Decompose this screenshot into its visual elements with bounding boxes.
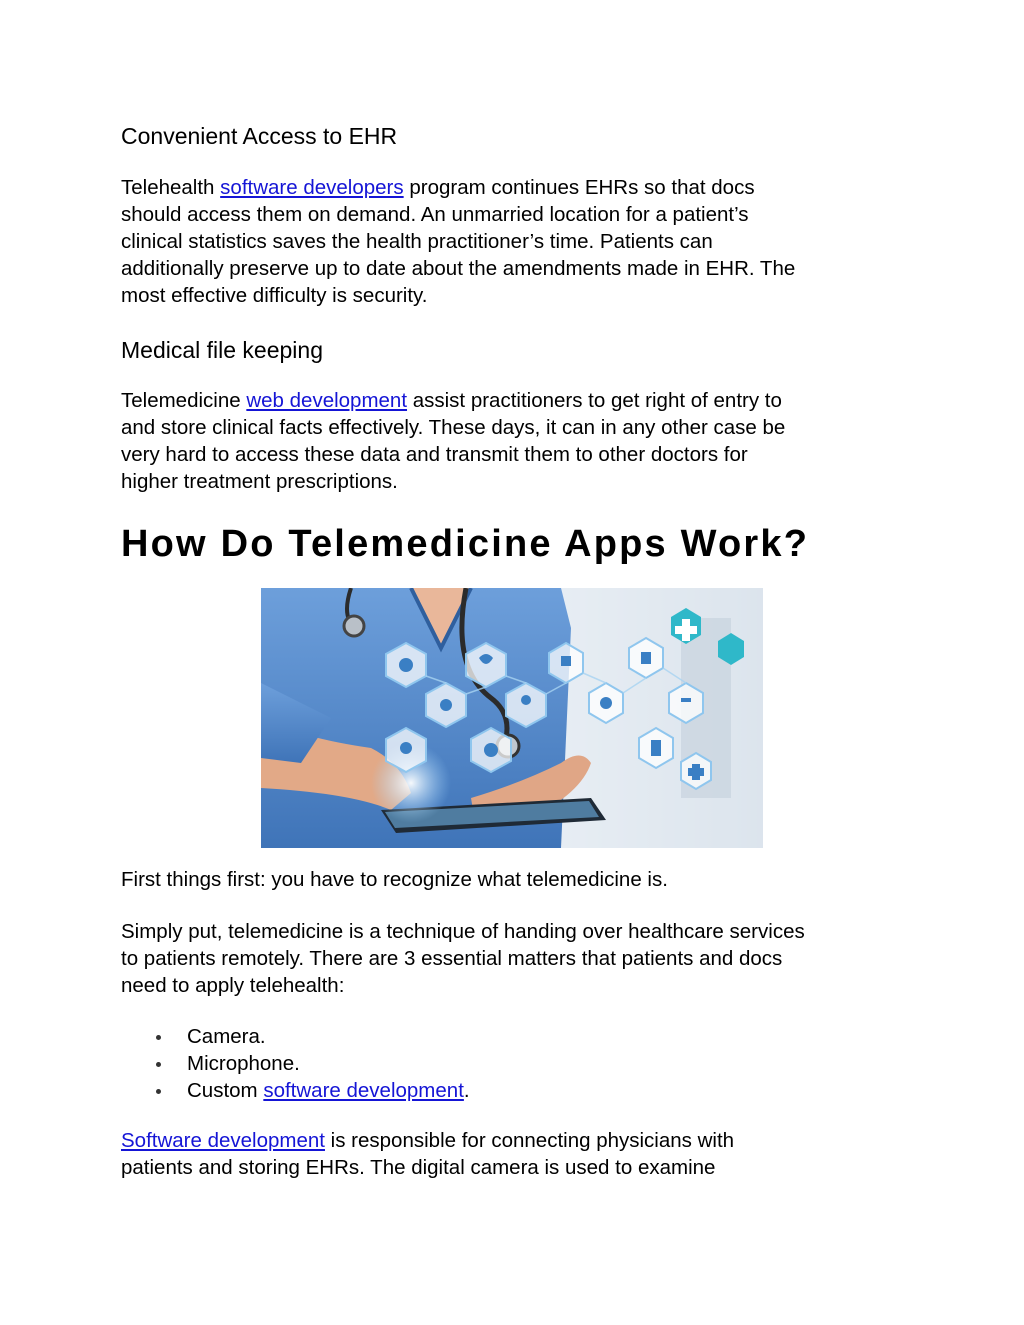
paragraph-line: most effective difficulty is security. (121, 284, 428, 307)
web-development-link[interactable]: web development (246, 389, 408, 412)
paragraph-line: need to apply telehealth: (121, 974, 345, 997)
telemedicine-definition-paragraph (121, 918, 805, 999)
doctor-tablet-image (261, 588, 763, 848)
paragraph-line: to patients remotely. There are 3 essential matters that patients and docs (121, 947, 783, 970)
software-development-link[interactable]: software development (263, 1079, 464, 1102)
section-heading-medical-file: Medical file keeping (121, 337, 324, 363)
software-development-paragraph (121, 1127, 734, 1181)
paragraph-line: additionally preserve up to date about the amendments made in EHR. The (121, 257, 796, 280)
paragraph-line: higher treatment prescriptions. (121, 470, 398, 493)
main-heading: How Do Telemedicine Apps Work? (121, 523, 810, 565)
software-developers-link[interactable]: software developers (220, 176, 404, 199)
list-item: Custom software development. (121, 1077, 470, 1104)
paragraph-medical-file (121, 387, 785, 495)
bullet-icon (156, 1089, 161, 1094)
list-item: Microphone. (121, 1050, 470, 1077)
essentials-list (121, 1023, 470, 1104)
paragraph-line: clinical statistics saves the health practitioner’s time. Patients can (121, 230, 713, 253)
paragraph-line: patients and storing EHRs. The digital camera is used to examine (121, 1156, 716, 1179)
list-item: Camera. (121, 1023, 470, 1050)
bullet-icon (156, 1035, 161, 1040)
paragraph-line: Software development is responsible for connecting physicians with (121, 1129, 735, 1152)
software-development-link-2[interactable]: Software development (121, 1129, 325, 1152)
section-heading-ehr: Convenient Access to EHR (121, 123, 398, 149)
paragraph-line: Simply put, telemedicine is a technique of handing over healthcare services (121, 920, 805, 943)
doctor-tablet-illustration (261, 588, 763, 848)
paragraph-ehr (121, 174, 795, 309)
paragraph-line: very hard to access these data and transmit them to other doctors for (121, 443, 748, 466)
paragraph-line: Telemedicine web development assist practitioners to get right of entry to (121, 389, 782, 412)
paragraph-line: First things first: you have to recognize what telemedicine is. (121, 868, 668, 891)
paragraph-line: and store clinical facts effectively. These days, it can in any other case be (121, 416, 786, 439)
paragraph-line: should access them on demand. An unmarried location for a patient’s (121, 203, 749, 226)
paragraph-line: Telehealth software developers program continues EHRs so that docs (121, 176, 755, 199)
bullet-icon (156, 1062, 161, 1067)
intro-paragraph (121, 866, 668, 893)
